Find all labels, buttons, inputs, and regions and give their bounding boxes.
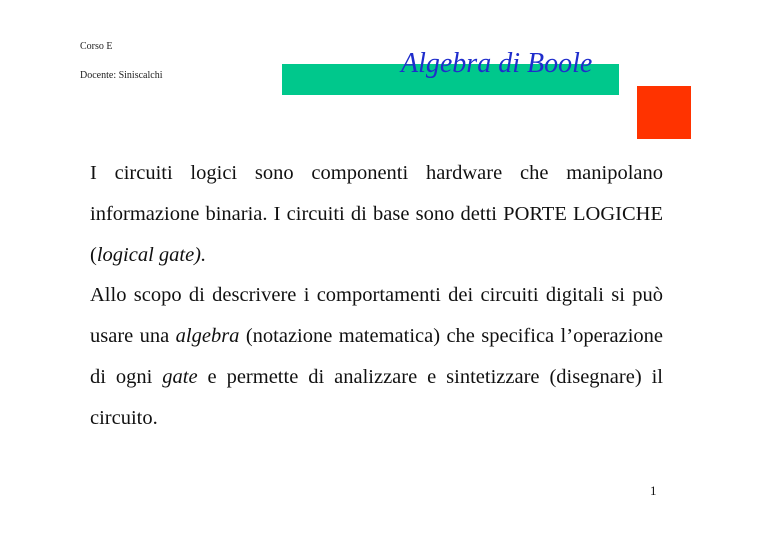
- text-segment: (notazione matematica) che specifica l’operazione di ogni: [90, 325, 663, 388]
- page-number: 1: [650, 483, 657, 498]
- paragraph: [90, 275, 663, 438]
- paragraph: [90, 153, 663, 275]
- teacher-label: Docente: Siniscalchi: [80, 70, 163, 81]
- slide-title: Algebra di Boole: [401, 48, 593, 79]
- text-segment-italic: gate: [162, 365, 198, 388]
- text-segment-italic: logical gate).: [96, 243, 207, 266]
- red-square-decoration: [637, 86, 691, 139]
- slide-body: [90, 153, 663, 439]
- course-label: Corso E: [80, 41, 113, 52]
- text-segment: I circuiti logici sono componenti hardware che manipolano informazione binaria. I circuiti di base sono detti PORTE LOGICHE (: [90, 162, 663, 266]
- text-segment: e permette di analizzare e sintetizzare (disegnare) il circuito.: [90, 365, 663, 429]
- text-segment: Allo scopo di descrivere i comportamenti dei circuiti digitali si può usare una: [90, 284, 663, 348]
- text-segment-italic: algebra: [175, 325, 240, 348]
